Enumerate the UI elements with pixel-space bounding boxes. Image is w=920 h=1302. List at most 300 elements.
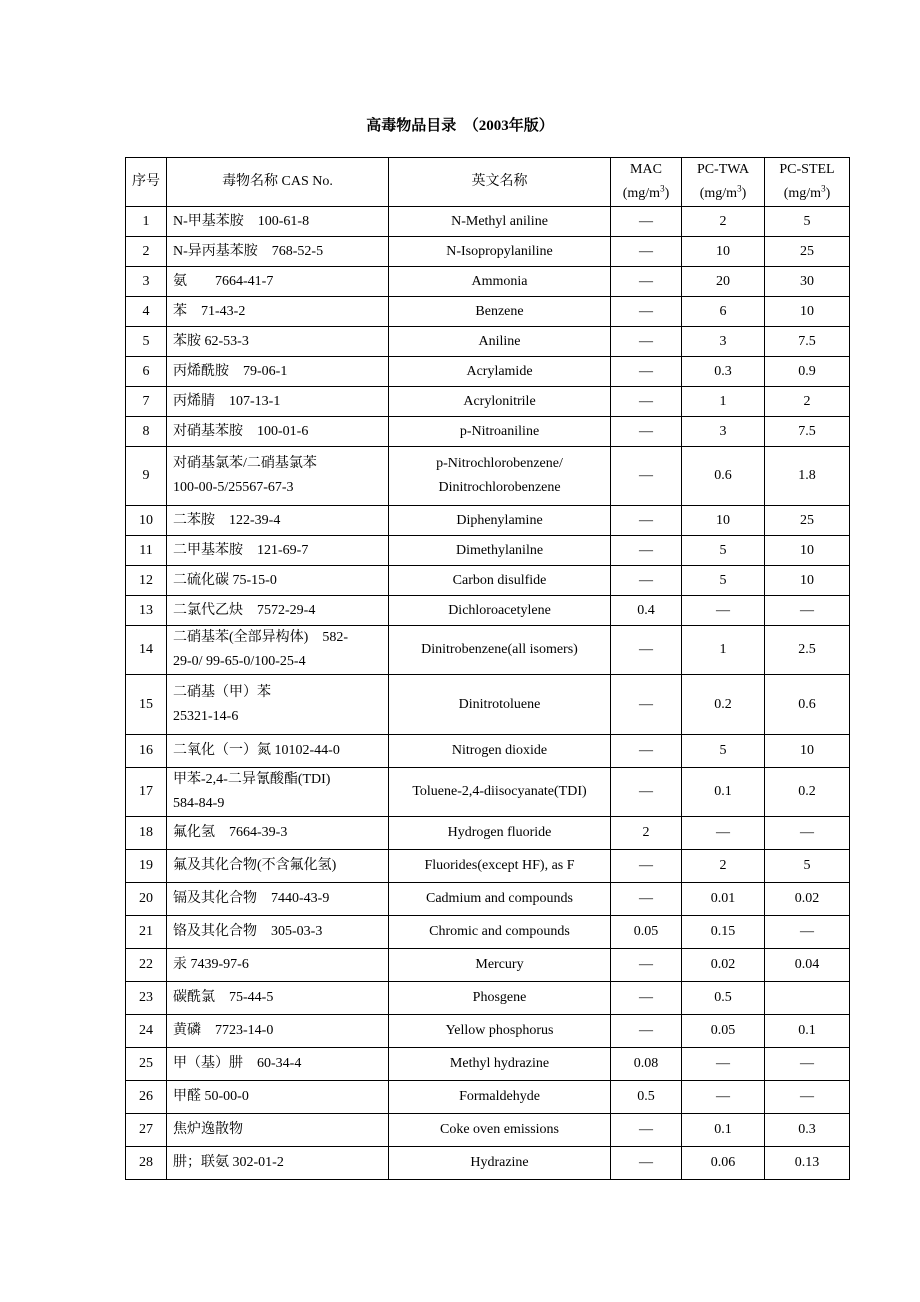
mac-value [611, 387, 682, 417]
row-number [126, 566, 167, 596]
substance-name-cas-text: 二硫化碳 75-15-0 [173, 572, 277, 588]
pc-stel-value [765, 768, 850, 817]
mac-value [611, 883, 682, 916]
pc-stel-value [765, 596, 850, 626]
pc-stel-value-text: 5 [803, 213, 811, 229]
english-name-text: Chromic and compounds [429, 924, 570, 939]
pc-twa-value-text: 2 [719, 858, 727, 873]
row-number [126, 883, 167, 916]
english-name [389, 387, 611, 417]
pc-stel-value-text: — [800, 825, 814, 840]
substance-name-cas [167, 1114, 389, 1147]
substance-name-cas-text: 肼；联氨 302-01-2 [173, 1155, 284, 1170]
row-number [126, 596, 167, 626]
pc-stel-value-text: 10 [800, 743, 814, 758]
pc-stel-value [765, 675, 850, 735]
pc-twa-value [682, 417, 765, 447]
pc-twa-value-text: 0.6 [714, 468, 732, 483]
header-mac-label: MAC [630, 162, 662, 177]
table-row [126, 536, 850, 566]
substance-name-cas-text: 苯 71-43-2 [173, 303, 246, 319]
mac-value [611, 327, 682, 357]
english-name [389, 237, 611, 267]
pc-twa-value [682, 1114, 765, 1147]
substance-name-cas-text: 汞 7439-97-6 [173, 957, 249, 972]
substance-name-cas [167, 447, 389, 506]
table-row [126, 506, 850, 536]
english-name-text: Fluorides(except HF), as F [424, 858, 575, 873]
row-number-text: 16 [139, 743, 153, 758]
english-name-text: Formaldehyde [459, 1089, 540, 1104]
substance-name-cas [167, 387, 389, 417]
header-no-label: 序号 [132, 174, 160, 189]
substance-name-cas-text: 甲醛 50-00-0 [173, 1089, 249, 1104]
table-row [126, 566, 850, 596]
mac-value [611, 735, 682, 768]
english-name [389, 735, 611, 768]
row-number-text: 1 [142, 213, 150, 229]
row-number [126, 357, 167, 387]
english-name [389, 1048, 611, 1081]
pc-twa-value [682, 327, 765, 357]
pc-stel-value-text: 0.6 [798, 696, 816, 712]
table-row [126, 357, 850, 387]
table-row [126, 327, 850, 357]
substance-name-cas [167, 1081, 389, 1114]
substance-name-cas [167, 417, 389, 447]
pc-stel-value [765, 817, 850, 850]
table-row [126, 1114, 850, 1147]
substance-name-cas-text: 碳酰氯 75-44-5 [173, 990, 274, 1005]
substance-name-cas-text: 100-00-5/25567-67-3 [173, 480, 294, 495]
pc-twa-value-text: — [716, 1056, 730, 1071]
pc-twa-value-text: 3 [719, 423, 727, 439]
pc-stel-value-text: — [800, 602, 814, 618]
row-number-text: 5 [142, 333, 150, 349]
table-row [126, 1081, 850, 1114]
substance-name-cas [167, 536, 389, 566]
mac-value-text: 0.08 [633, 1056, 659, 1071]
row-number-text: 15 [139, 696, 153, 712]
english-name [389, 675, 611, 735]
pc-twa-value [682, 267, 765, 297]
pc-stel-value-text: 25 [800, 243, 814, 259]
table-row [126, 735, 850, 768]
substance-name-cas-text: 二氯代乙炔 7572-29-4 [173, 602, 316, 618]
pc-twa-value [682, 916, 765, 949]
row-number [126, 1081, 167, 1114]
table-row [126, 675, 850, 735]
substance-name-cas-text: 铬及其化合物 305-03-3 [173, 924, 323, 939]
english-name-text: Dichloroacetylene [448, 602, 551, 618]
row-number [126, 1048, 167, 1081]
english-name-text: N-Methyl aniline [451, 213, 548, 229]
pc-stel-value [765, 735, 850, 768]
pc-stel-value [765, 1048, 850, 1081]
english-name-text: Benzene [475, 303, 524, 319]
mac-value [611, 982, 682, 1015]
english-name [389, 883, 611, 916]
table-row [126, 768, 850, 817]
mac-value-text: — [639, 363, 653, 379]
english-name [389, 916, 611, 949]
mac-value [611, 768, 682, 817]
pc-stel-value-text: 30 [800, 273, 814, 289]
substance-name-cas [167, 596, 389, 626]
english-name [389, 357, 611, 387]
english-name [389, 626, 611, 675]
row-number-text: 22 [139, 957, 153, 972]
english-name-text: Mercury [475, 957, 524, 972]
substance-name-cas-text: 氟及其化合物(不含氟化氢) [173, 858, 337, 873]
english-name [389, 817, 611, 850]
row-number [126, 916, 167, 949]
english-name-text: Yellow phosphorus [445, 1023, 554, 1038]
mac-value [611, 357, 682, 387]
pc-stel-value-text: 7.5 [798, 423, 816, 439]
mac-value [611, 447, 682, 506]
pc-stel-value [765, 297, 850, 327]
pc-twa-value [682, 626, 765, 675]
substance-name-cas-text: 25321-14-6 [173, 708, 239, 724]
mac-value-text: — [639, 1023, 653, 1038]
substance-name-cas-text: 氨 7664-41-7 [173, 273, 274, 289]
substance-name-cas [167, 735, 389, 768]
english-name-text: Dimethylanilne [455, 542, 544, 558]
pc-twa-value-text: 0.05 [710, 1023, 736, 1038]
substance-name-cas-text: 二苯胺 122-39-4 [173, 512, 281, 528]
pc-stel-value-text: 10 [800, 303, 814, 319]
unit-text: (mg/m [699, 186, 738, 201]
row-number-text: 6 [142, 363, 150, 379]
row-number-text: 28 [139, 1155, 153, 1170]
mac-value [611, 1147, 682, 1180]
mac-value [611, 536, 682, 566]
english-name-text: N-Isopropylaniline [446, 243, 553, 259]
substance-name-cas-text: N-甲基苯胺 100-61-8 [173, 213, 310, 229]
english-name-text: Hydrazine [470, 1155, 529, 1170]
pc-stel-value [765, 1114, 850, 1147]
english-name [389, 506, 611, 536]
pc-twa-value-text: 2 [719, 213, 727, 229]
row-number [126, 1147, 167, 1180]
substance-name-cas-text: 对硝基苯胺 100-01-6 [173, 423, 309, 439]
pc-twa-value [682, 982, 765, 1015]
table-row [126, 916, 850, 949]
substance-name-cas [167, 883, 389, 916]
toxic-substances-table [125, 157, 850, 1180]
mac-value-text: — [639, 642, 653, 657]
row-number [126, 447, 167, 506]
row-number-text: 2 [142, 243, 150, 259]
mac-value-text: — [639, 743, 653, 758]
substance-name-cas-text: 苯胺 62-53-3 [173, 333, 249, 349]
english-name [389, 596, 611, 626]
mac-value-text: — [639, 1155, 653, 1170]
english-name-text: Acrylamide [466, 363, 533, 379]
row-number-text: 19 [139, 858, 153, 873]
substance-name-cas-text: 二硝基（甲）苯 [173, 684, 271, 700]
row-number-text: 13 [139, 602, 153, 618]
pc-stel-value-text: 1.8 [798, 468, 816, 483]
pc-twa-value [682, 817, 765, 850]
pc-twa-value-text: — [716, 602, 730, 618]
mac-value [611, 417, 682, 447]
english-name-text: Phosgene [472, 990, 527, 1005]
table-row [126, 387, 850, 417]
english-name-text: Nitrogen dioxide [451, 743, 548, 758]
row-number [126, 387, 167, 417]
pc-twa-value-text: 0.01 [710, 891, 736, 906]
substance-name-cas [167, 675, 389, 735]
pc-stel-value-text: 5 [803, 858, 811, 873]
substance-name-cas-text: 丙烯腈 107-13-1 [173, 393, 281, 409]
page-title: 高毒物品目录 （2003年版） [366, 118, 554, 134]
english-name-text: Dinitrochlorobenzene [438, 480, 561, 495]
table-row [126, 626, 850, 675]
unit-text: (mg/m [783, 186, 822, 201]
substance-name-cas [167, 267, 389, 297]
english-name-text: Toluene-2,4-diisocyanate(TDI) [412, 784, 587, 799]
pc-twa-value [682, 387, 765, 417]
substance-name-cas [167, 916, 389, 949]
pc-twa-value [682, 735, 765, 768]
table-row [126, 1048, 850, 1081]
pc-twa-value [682, 596, 765, 626]
pc-stel-value-text: — [800, 1089, 814, 1104]
header-name [167, 158, 389, 207]
mac-value-text: — [639, 784, 653, 799]
row-number [126, 207, 167, 237]
pc-stel-value [765, 207, 850, 237]
unit-text: (mg/m [622, 186, 661, 201]
row-number-text: 14 [139, 642, 153, 657]
english-name [389, 982, 611, 1015]
pc-stel-value [765, 949, 850, 982]
pc-twa-value-text: — [716, 825, 730, 840]
pc-twa-value-text: 0.02 [710, 957, 736, 972]
english-name [389, 949, 611, 982]
pc-twa-value [682, 1048, 765, 1081]
row-number [126, 626, 167, 675]
pc-stel-value-text: 7.5 [798, 333, 816, 349]
table-row [126, 817, 850, 850]
mac-value-text: — [639, 858, 653, 873]
substance-name-cas-text: 二氧化（一）氮 10102-44-0 [173, 743, 340, 758]
pc-twa-value-text: 5 [719, 743, 727, 758]
row-number-text: 21 [139, 924, 153, 939]
row-number-text: 3 [142, 273, 150, 289]
mac-value [611, 675, 682, 735]
mac-value [611, 297, 682, 327]
row-number [126, 297, 167, 327]
row-number-text: 25 [139, 1056, 153, 1071]
english-name [389, 207, 611, 237]
english-name-text: Coke oven emissions [440, 1122, 559, 1137]
pc-stel-value-text: 10 [800, 542, 814, 558]
table-row [126, 949, 850, 982]
mac-value [611, 1048, 682, 1081]
row-number-text: 8 [142, 423, 150, 439]
english-name-text: Diphenylamine [456, 512, 543, 528]
pc-stel-value-text: 10 [800, 572, 814, 588]
header-mac [611, 158, 682, 207]
row-number-text: 26 [139, 1089, 153, 1104]
pc-stel-value-text: 0.9 [798, 363, 816, 379]
mac-value [611, 566, 682, 596]
pc-stel-value [765, 1081, 850, 1114]
pc-stel-value-text: 25 [800, 512, 814, 528]
pc-stel-value [765, 883, 850, 916]
substance-name-cas [167, 1015, 389, 1048]
table-header-row [126, 158, 850, 207]
mac-value [611, 237, 682, 267]
row-number-text: 24 [139, 1023, 153, 1038]
row-number-text: 23 [139, 990, 153, 1005]
mac-value-text: — [639, 393, 653, 409]
pc-twa-value [682, 949, 765, 982]
pc-twa-value-text: 10 [716, 243, 730, 259]
table-row [126, 596, 850, 626]
table-row [126, 982, 850, 1015]
english-name [389, 1114, 611, 1147]
substance-name-cas [167, 327, 389, 357]
pc-stel-value [765, 447, 850, 506]
pc-twa-value-text: 5 [719, 572, 727, 588]
table-row [126, 207, 850, 237]
pc-stel-value [765, 566, 850, 596]
unit-text: ) [664, 186, 670, 201]
header-pc-stel [765, 158, 850, 207]
mac-value-text: — [639, 333, 653, 349]
pc-stel-value [765, 387, 850, 417]
substance-name-cas-text: 二硝基苯(全部异构体) 582- [173, 630, 348, 645]
english-name-text: Aniline [478, 333, 521, 349]
pc-twa-value [682, 357, 765, 387]
english-name [389, 850, 611, 883]
english-name-text: Acrylonitrile [463, 393, 536, 409]
row-number-text: 9 [142, 468, 150, 483]
mac-value-text: — [639, 243, 653, 259]
substance-name-cas-text: 甲（基）肼 60-34-4 [173, 1056, 302, 1071]
substance-name-cas [167, 850, 389, 883]
english-name-text: Dinitrotoluene [458, 696, 541, 712]
table-row [126, 297, 850, 327]
row-number [126, 949, 167, 982]
mac-value [611, 949, 682, 982]
pc-stel-value [765, 626, 850, 675]
substance-name-cas [167, 207, 389, 237]
pc-stel-value-text: 0.3 [798, 1122, 816, 1137]
pc-stel-value-text: 2.5 [798, 642, 816, 657]
unit-text: ) [825, 186, 831, 201]
pc-stel-value [765, 267, 850, 297]
pc-twa-value-text: 0.3 [714, 363, 732, 379]
english-name-text: Cadmium and compounds [426, 891, 573, 906]
table-body [126, 207, 850, 1180]
mac-value [611, 817, 682, 850]
mac-value-text: — [639, 1122, 653, 1137]
english-name [389, 768, 611, 817]
substance-name-cas-text: N-异丙基苯胺 768-52-5 [173, 243, 324, 259]
pc-twa-value [682, 1147, 765, 1180]
english-name [389, 417, 611, 447]
pc-twa-value [682, 1015, 765, 1048]
pc-stel-value [765, 850, 850, 883]
table-row [126, 1147, 850, 1180]
substance-name-cas [167, 982, 389, 1015]
table-row [126, 417, 850, 447]
substance-name-cas-text: 丙烯酰胺 79-06-1 [173, 363, 288, 379]
substance-name-cas-text: 氟化氢 7664-39-3 [173, 825, 288, 840]
pc-twa-value [682, 506, 765, 536]
mac-value [611, 267, 682, 297]
pc-twa-value-text: 0.2 [714, 696, 732, 712]
pc-twa-value-text: 3 [719, 333, 727, 349]
pc-twa-value-text: 0.06 [710, 1155, 736, 1170]
english-name-text: Ammonia [471, 273, 528, 289]
pc-twa-value [682, 536, 765, 566]
row-number [126, 982, 167, 1015]
pc-stel-value [765, 417, 850, 447]
substance-name-cas [167, 506, 389, 536]
english-name-text: p-Nitrochlorobenzene/ [436, 456, 563, 471]
pc-stel-value-text: 0.1 [798, 1023, 816, 1038]
pc-twa-value-text: 20 [716, 273, 730, 289]
row-number [126, 327, 167, 357]
pc-stel-value-text: 0.2 [798, 784, 816, 799]
row-number [126, 675, 167, 735]
pc-twa-value [682, 566, 765, 596]
mac-value [611, 506, 682, 536]
substance-name-cas-text: 二甲基苯胺 121-69-7 [173, 542, 309, 558]
substance-name-cas [167, 626, 389, 675]
row-number [126, 536, 167, 566]
table-row [126, 267, 850, 297]
table-row [126, 447, 850, 506]
pc-twa-value [682, 237, 765, 267]
mac-value-text: 2 [642, 825, 650, 840]
mac-value [611, 1081, 682, 1114]
pc-stel-value [765, 357, 850, 387]
pc-twa-value-text: 1 [719, 393, 727, 409]
english-name [389, 297, 611, 327]
mac-value [611, 850, 682, 883]
substance-name-cas-text: 29-0/ 99-65-0/100-25-4 [173, 654, 306, 669]
pc-stel-value-text: 0.13 [794, 1155, 820, 1170]
header-pc-twa-label: PC-TWA [696, 162, 750, 177]
substance-name-cas-text: 镉及其化合物 7440-43-9 [173, 891, 330, 906]
row-number [126, 768, 167, 817]
english-name [389, 267, 611, 297]
header-english-name-label: 英文名称 [471, 174, 528, 189]
mac-value-text: 0.4 [637, 602, 655, 618]
pc-twa-value-text: — [716, 1089, 730, 1104]
english-name [389, 447, 611, 506]
english-name [389, 327, 611, 357]
english-name-text: Dinitrobenzene(all isomers) [421, 642, 578, 657]
substance-name-cas-text: 黄磷 7723-14-0 [173, 1023, 274, 1038]
row-number [126, 417, 167, 447]
pc-stel-value [765, 1147, 850, 1180]
substance-name-cas [167, 817, 389, 850]
row-number [126, 506, 167, 536]
mac-value-text: — [639, 990, 653, 1005]
pc-stel-value-text: 0.02 [794, 891, 820, 906]
substance-name-cas-text: 焦炉逸散物 [173, 1122, 243, 1137]
mac-value-text: 0.5 [637, 1089, 655, 1104]
pc-stel-value-text: 0.04 [794, 957, 820, 972]
